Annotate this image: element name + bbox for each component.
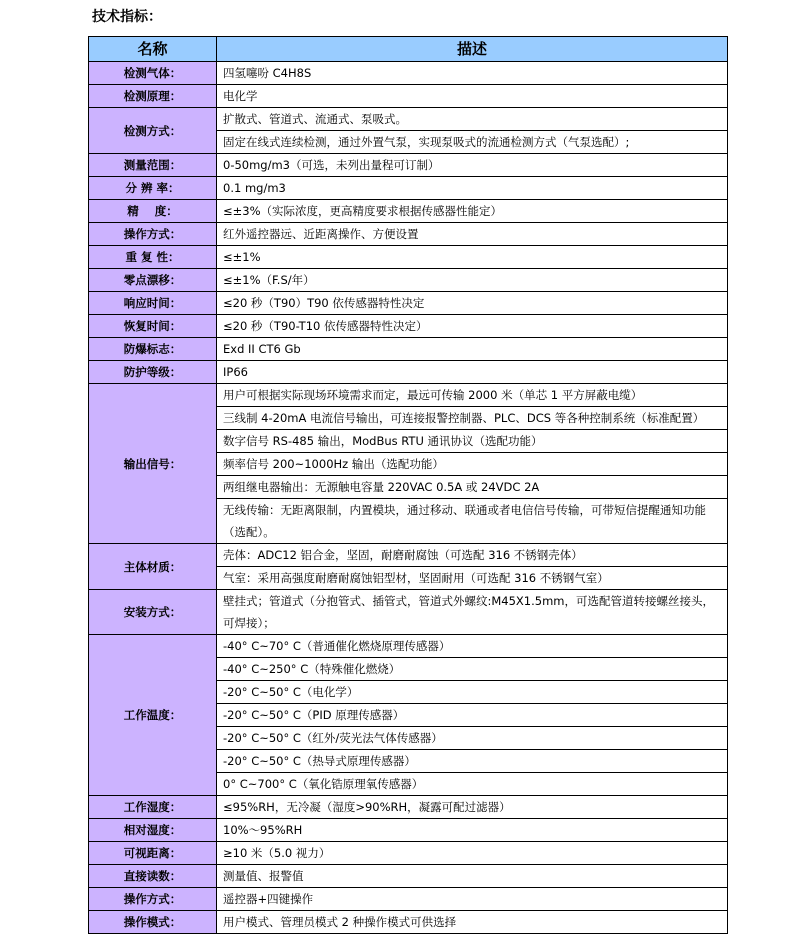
spec-desc-cell: 电化学 [217,85,728,108]
spec-desc-cell: -20° C~50° C（电化学） [217,681,728,704]
spec-desc-cell: Exd II CT6 Gb [217,338,728,361]
table-row [89,338,728,361]
header-name: 名称 [89,37,217,62]
section-heading: 技术指标： [92,9,162,25]
spec-desc-cell: -20° C~50° C（红外/荧光法气体传感器） [217,727,728,750]
spec-name-cell: 测量范围： [89,154,217,177]
spec-desc-cell: 三线制 4-20mA 电流信号输出，可连接报警控制器、PLC、DCS 等各种控制系统（标准配置） [217,407,728,430]
table-row [89,796,728,819]
spec-desc-cell: 用户模式、管理员模式 2 种操作模式可供选择 [217,911,728,934]
table-row [89,177,728,200]
spec-name-cell: 工作温度： [89,635,217,796]
table-row [89,154,728,177]
spec-desc-cell: ≤20 秒（T90）T90 依传感器特性决定 [217,292,728,315]
spec-name-cell: 检测原理： [89,85,217,108]
spec-name-cell: 操作模式： [89,911,217,934]
table-row [89,246,728,269]
table-row [89,590,728,635]
spec-desc-cell: 四氢噻吩 C4H8S [217,62,728,85]
spec-name-cell: 相对湿度： [89,819,217,842]
spec-desc-cell: ≤±1%（F.S/年） [217,269,728,292]
table-row [89,911,728,934]
table-row [89,85,728,108]
spec-name-cell: 零点漂移： [89,269,217,292]
spec-desc-cell: 红外遥控器远、近距离操作、方便设置 [217,223,728,246]
spec-name-cell: 安装方式： [89,590,217,635]
spec-desc-cell: 0.1 mg/m3 [217,177,728,200]
spec-desc-cell: -20° C~50° C（热导式原理传感器） [217,750,728,773]
spec-desc-cell: 扩散式、管道式、流通式、泵吸式。 [217,108,728,131]
spec-name-cell: 操作方式： [89,888,217,911]
spec-name-cell: 重 复 性： [89,246,217,269]
table-row [89,223,728,246]
spec-desc-cell: 频率信号 200~1000Hz 输出（选配功能） [217,453,728,476]
table-row [89,384,728,407]
table-header-row [89,37,728,62]
spec-desc-cell: ≤±3%（实际浓度，更高精度要求根据传感器性能定） [217,200,728,223]
table-row [89,62,728,85]
spec-name-cell: 防爆标志： [89,338,217,361]
table-row [89,200,728,223]
spec-desc-cell: IP66 [217,361,728,384]
spec-name-cell: 工作湿度： [89,796,217,819]
spec-desc-cell: 数字信号 RS-485 输出，ModBus RTU 通讯协议（选配功能） [217,430,728,453]
spec-desc-cell: 无线传输：无距离限制，内置模块，通过移动、联通或者电信信号传输，可带短信提醒通知功能（选配）。 [217,499,728,544]
spec-desc-cell: -40° C~250° C（特殊催化燃烧） [217,658,728,681]
spec-name-cell: 检测气体： [89,62,217,85]
spec-desc-cell: ≤95%RH，无冷凝（湿度>90%RH，凝露可配过滤器） [217,796,728,819]
spec-desc-cell: 气室：采用高强度耐磨耐腐蚀铝型材，坚固耐用（可选配 316 不锈钢气室） [217,567,728,590]
table-row [89,842,728,865]
spec-name-cell: 恢复时间： [89,315,217,338]
spec-name-cell: 响应时间： [89,292,217,315]
spec-desc-cell: 0-50mg/m3（可选，未列出量程可订制） [217,154,728,177]
spec-name-cell: 精 度： [89,200,217,223]
spec-desc-cell: 壁挂式；管道式（分抱管式、插管式，管道式外螺纹:M45X1.5mm，可选配管道转接螺丝接头，可焊接）； [217,590,728,635]
spec-name-cell: 输出信号： [89,384,217,544]
table-row [89,108,728,131]
table-row [89,635,728,658]
spec-desc-cell: 两组继电器输出：无源触电容量 220VAC 0.5A 或 24VDC 2A [217,476,728,499]
spec-desc-cell: 用户可根据实际现场环境需求而定，最远可传输 2000 米（单芯 1 平方屏蔽电缆） [217,384,728,407]
table-row [89,361,728,384]
spec-name-cell: 分 辨 率： [89,177,217,200]
spec-desc-cell: ≤20 秒（T90-T10 依传感器特性决定） [217,315,728,338]
spec-desc-cell: 固定在线式连续检测，通过外置气泵，实现泵吸式的流通检测方式（气泵选配）; [217,131,728,154]
spec-desc-cell: -20° C~50° C（PID 原理传感器） [217,704,728,727]
spec-name-cell: 可视距离： [89,842,217,865]
table-row [89,315,728,338]
spec-name-cell: 防护等级： [89,361,217,384]
spec-desc-cell: 测量值、报警值 [217,865,728,888]
table-row [89,269,728,292]
table-row [89,865,728,888]
header-desc: 描述 [217,37,728,62]
spec-desc-cell: 壳体：ADC12 铝合金，坚固，耐磨耐腐蚀（可选配 316 不锈钢壳体） [217,544,728,567]
table-row [89,292,728,315]
spec-desc-cell: ≥10 米（5.0 视力） [217,842,728,865]
table-row [89,819,728,842]
spec-desc-cell: 0° C~700° C（氧化锆原理氧传感器） [217,773,728,796]
spec-table-body [89,62,728,934]
spec-name-cell: 主体材质： [89,544,217,590]
spec-desc-cell: 遥控器+四键操作 [217,888,728,911]
table-row [89,544,728,567]
spec-desc-cell: -40° C~70° C（普通催化燃烧原理传感器） [217,635,728,658]
table-row [89,888,728,911]
spec-desc-cell: 10%～95%RH [217,819,728,842]
spec-desc-cell: ≤±1% [217,246,728,269]
spec-name-cell: 检测方式： [89,108,217,154]
spec-name-cell: 直接读数： [89,865,217,888]
spec-name-cell: 操作方式： [89,223,217,246]
spec-table [88,36,728,934]
